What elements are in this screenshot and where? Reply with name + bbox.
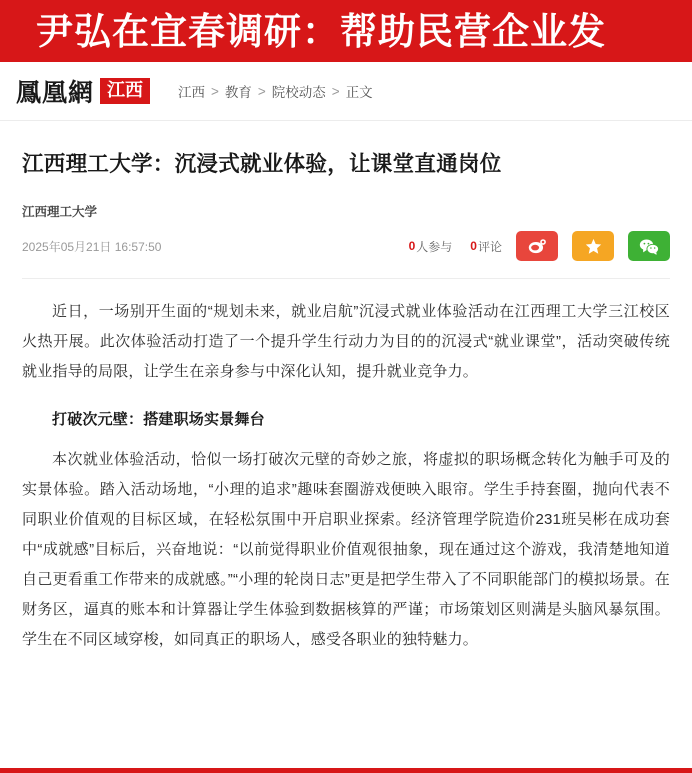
participants-counter[interactable] [409, 238, 453, 255]
article-timestamp: 2025年05月21日 16:57:50 [22, 239, 162, 254]
favorite-button[interactable] [572, 231, 614, 261]
breadcrumb-separator: > [211, 83, 219, 99]
breadcrumb-item-jiangxi[interactable]: 江西 [178, 85, 206, 100]
article-paragraph: 近日，一场别开生面的“规划未来，就业启航”沉浸式就业体验活动在江西理工大学三江校区火热开展。此次体验活动打造了一个提升学生行动力为目的的沉浸式“就业课堂”，活动突破传统就业指导的局限，让学生在亲身参与中深化认知，提升就业竞争力。 [22, 303, 670, 381]
site-logo[interactable] [16, 73, 150, 109]
weibo-icon [528, 238, 547, 254]
breadcrumb [178, 81, 373, 101]
breadcrumb-item-current: 正文 [345, 85, 373, 100]
participants-label: 人参与 [416, 239, 453, 254]
comments-counter[interactable] [470, 238, 502, 255]
share-wechat-button[interactable] [628, 231, 670, 261]
site-header [0, 62, 692, 121]
share-weibo-button[interactable] [516, 231, 558, 261]
site-logo-region-tag: 江西 [100, 78, 150, 104]
article-subheading: 打破次元壁：搭建职场实景舞台 [52, 411, 265, 429]
comments-count: 0 [470, 239, 477, 254]
article-source: 江西理工大学 [22, 205, 98, 220]
article-container [0, 149, 692, 655]
breadcrumb-item-campus-news[interactable]: 院校动态 [271, 85, 326, 100]
wechat-icon [639, 238, 659, 255]
breadcrumb-item-education[interactable]: 教育 [224, 85, 252, 100]
bottom-accent-bar [0, 768, 692, 773]
top-banner[interactable] [0, 0, 692, 62]
breadcrumb-separator: > [257, 83, 266, 99]
banner-headline: 尹弘在宜春调研：帮助民营企业发 [36, 10, 606, 52]
breadcrumb-separator: > [331, 83, 340, 99]
comments-label: 评论 [477, 239, 502, 254]
page-title: 江西理工大学：沉浸式就业体验，让课堂直通岗位 [22, 152, 502, 176]
article-actions [409, 231, 670, 261]
star-icon [585, 238, 602, 255]
participants-count: 0 [408, 239, 416, 254]
article-paragraph: 本次就业体验活动，恰似一场打破次元壁的奇妙之旅，将虚拟的职场概念转化为触手可及的实景体验。踏入活动场地，“小理的追求”趣味套圈游戏便映入眼帘。学生手持套圈，抛向代表不同职业价值观的目标区域，在轻松氛围中开启职业探索。经济管理学院造价231班吴彬在成功套中“成就感”目标后，兴奋地说：“以前觉得职业价值观很抽象，现在通过这个游戏，我清楚地知道自己更看重工作带来的成就感。”“小理的轮岗日志”更是把学生带入了不同职能部门的模拟场景。在财务区，逼真的账本和计算器让学生体验到数据核算的严谨；市场策划区则满是头脑风暴氛围。学生在不同区域穿梭，如同真正的职场人，感受各职业的独特魅力。 [22, 451, 670, 649]
site-logo-text: 鳳凰網 [16, 80, 95, 107]
article-meta [22, 202, 670, 262]
meta-divider [22, 278, 670, 279]
article-body [22, 297, 670, 655]
article-meta-row [22, 230, 670, 262]
